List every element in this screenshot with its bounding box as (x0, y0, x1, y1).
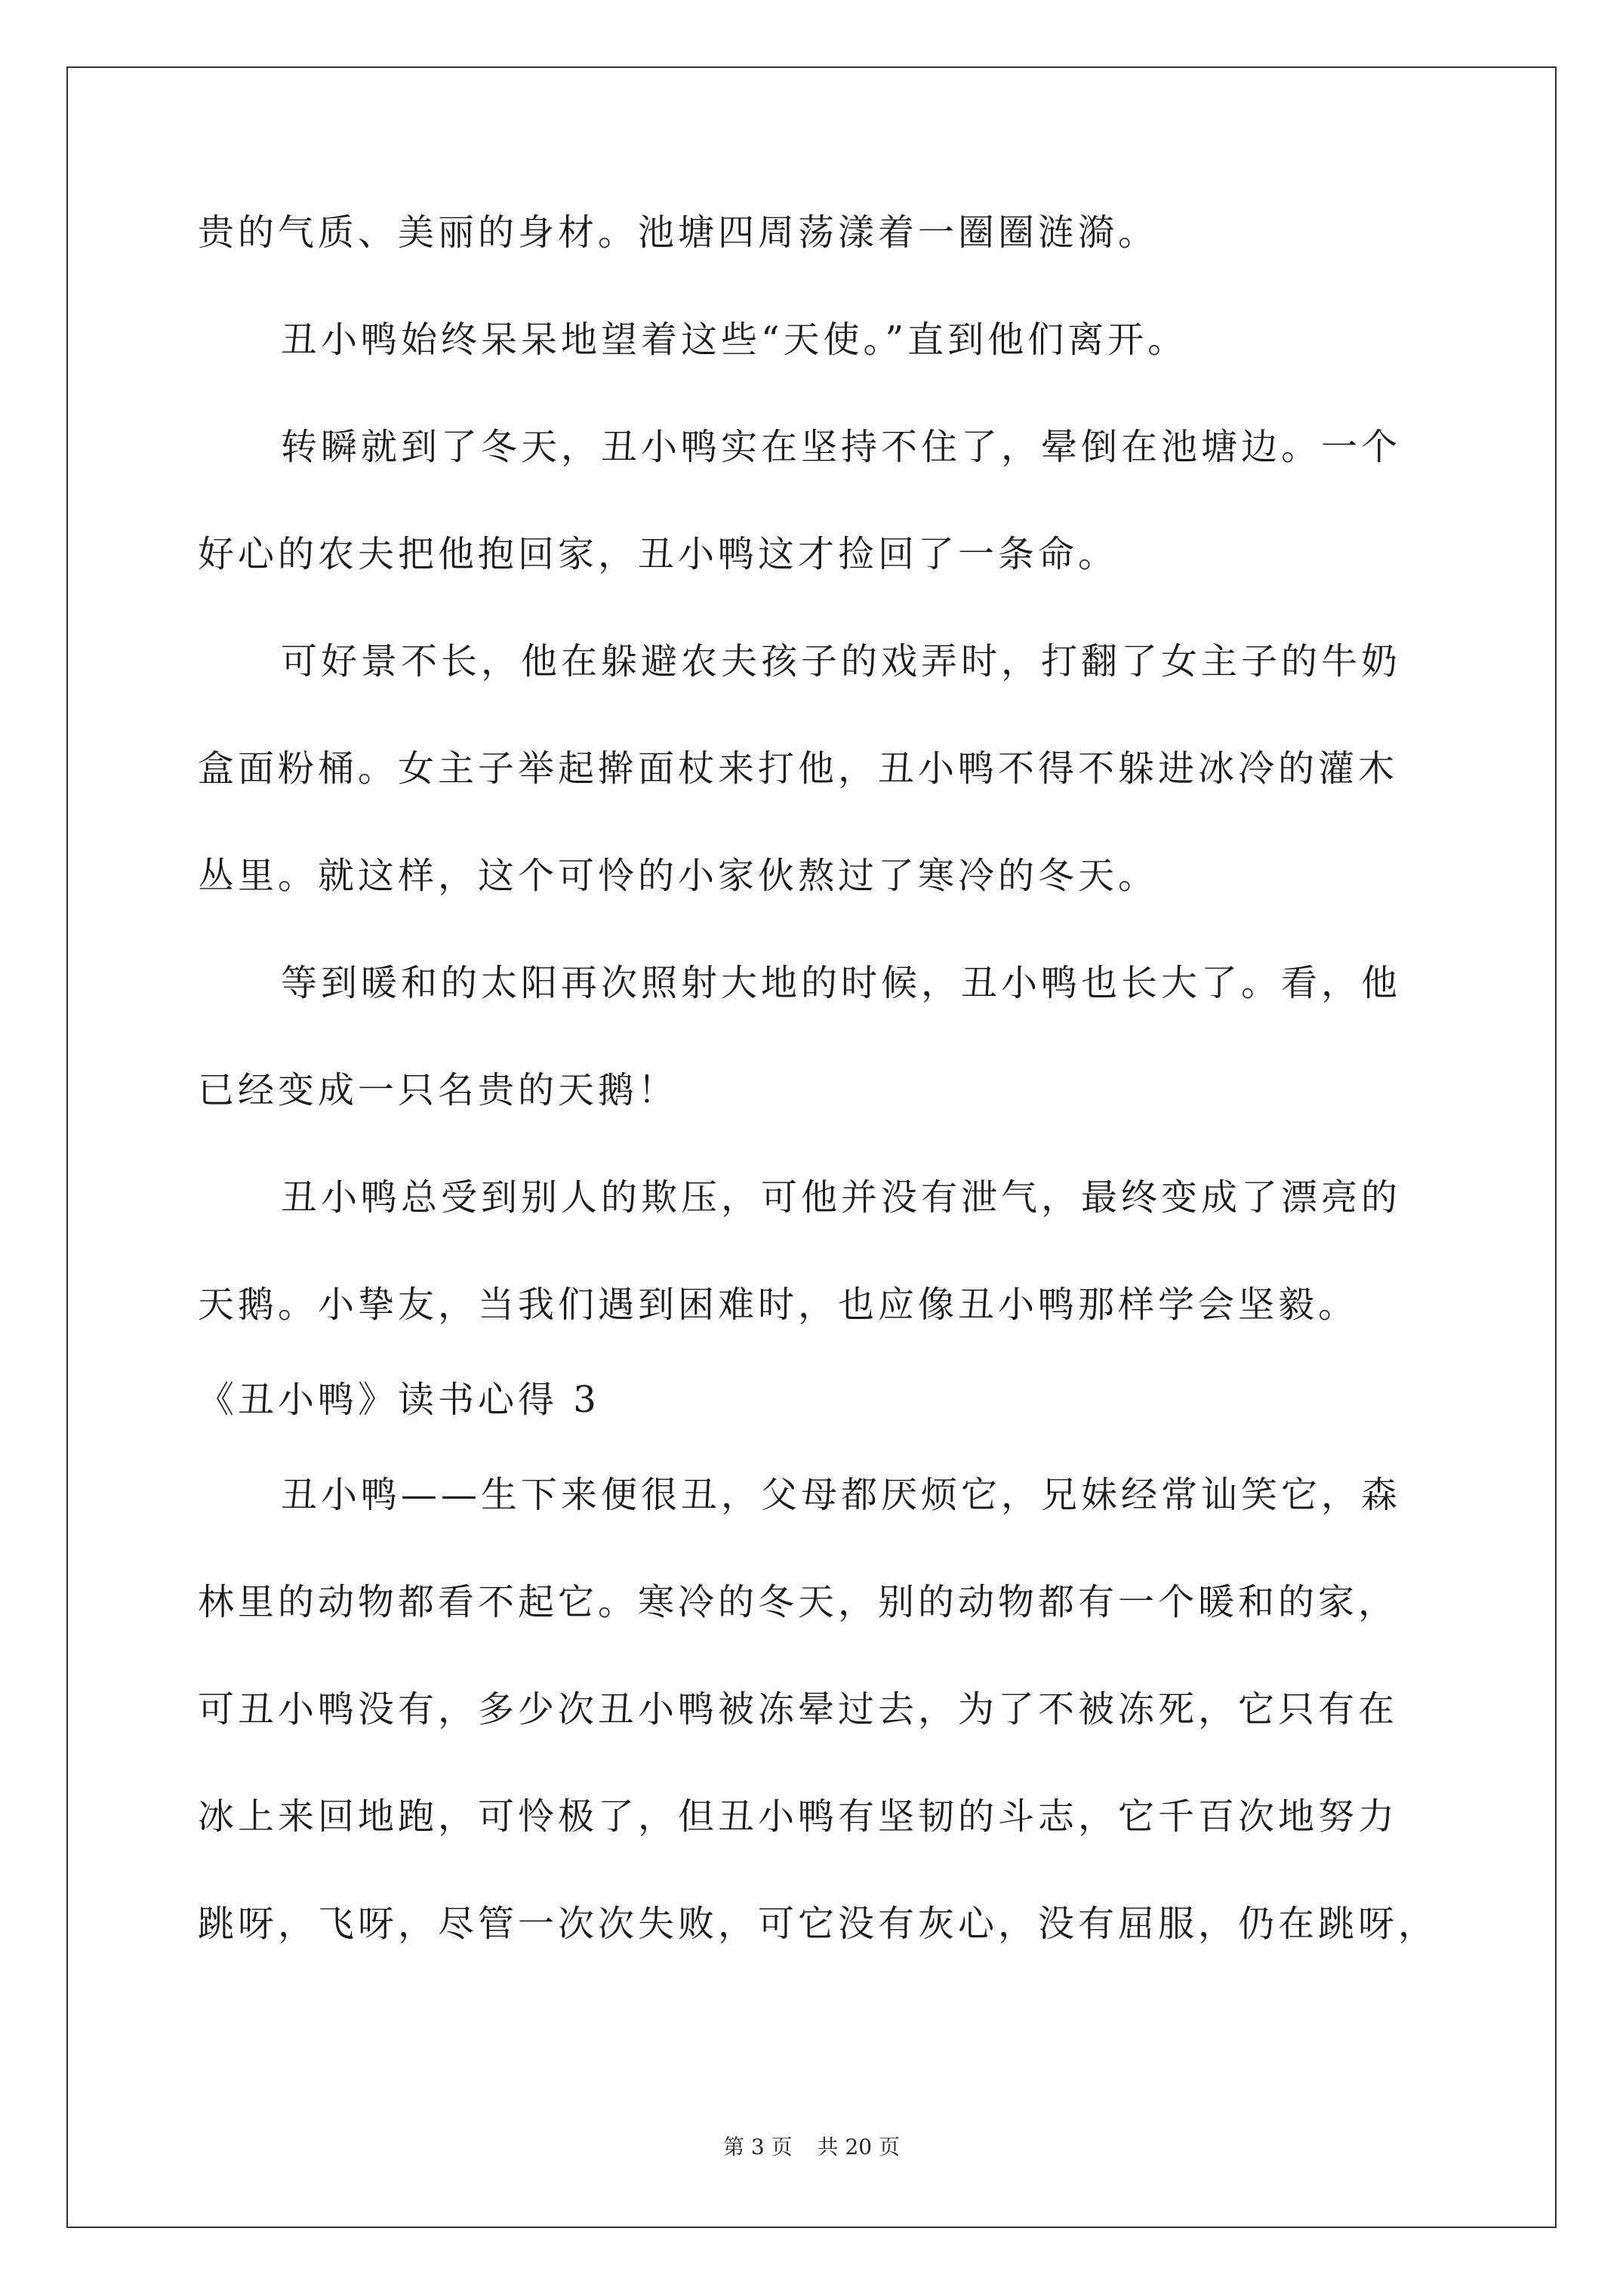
text-line: 盒面粉桶。女主子举起擀面杖来打他，丑小鸭不得不躲进冰冷的灌木 (198, 747, 1399, 790)
text-line: 贵的气质、美丽的身材。池塘四周荡漾着一圈圈涟漪。 (198, 211, 1159, 254)
text-line: 丛里。就这样，这个可怜的小家伙熬过了寒冷的冬天。 (198, 855, 1159, 897)
section-heading: 《丑小鸭》读书心得 3 (198, 1379, 600, 1421)
text-line: 可丑小鸭没有，多少次丑小鸭被冻晕过去，为了不被冻死，它只有在 (198, 1688, 1399, 1730)
page-footer (0, 2134, 1623, 2161)
text-line: 丑小鸭——生下来便很丑，父母都厌烦它，兄妹经常讪笑它，森 (281, 1474, 1402, 1516)
page-number: 第 3 页 (723, 2134, 793, 2159)
text-line: 天鹅。小挚友，当我们遇到困难时，也应像丑小鸭那样学会坚毅。 (198, 1284, 1359, 1326)
text-line: 丑小鸭始终呆呆地望着这些“天使。”直到他们离开。 (281, 319, 1188, 361)
text-line: 冰上来回地跑，可怜极了，但丑小鸭有坚韧的斗志，它千百次地努力 (198, 1795, 1399, 1838)
text-line: 林里的动物都看不起它。寒冷的冬天，别的动物都有一个暖和的家， (198, 1581, 1399, 1623)
text-line: 好心的农夫把他抱回家，丑小鸭这才捡回了一条命。 (198, 533, 1119, 575)
page-total: 共 20 页 (817, 2134, 900, 2159)
text-line: 转瞬就到了冬天，丑小鸭实在坚持不住了，晕倒在池塘边。一个 (281, 426, 1402, 468)
text-line: 跳呀，飞呀，尽管一次次失败，可它没有灰心，没有屈服，仍在跳呀， (198, 1903, 1439, 1945)
text-line: 丑小鸭总受到别人的欺压，可他并没有泄气，最终变成了漂亮的 (281, 1176, 1402, 1219)
text-line: 等到暖和的太阳再次照射大地的时候，丑小鸭也长大了。看，他 (281, 962, 1402, 1004)
text-line: 可好景不长，他在躲避农夫孩子的戏弄时，打翻了女主子的牛奶 (281, 640, 1402, 683)
text-line: 已经变成一只名贵的天鹅！ (198, 1069, 679, 1111)
